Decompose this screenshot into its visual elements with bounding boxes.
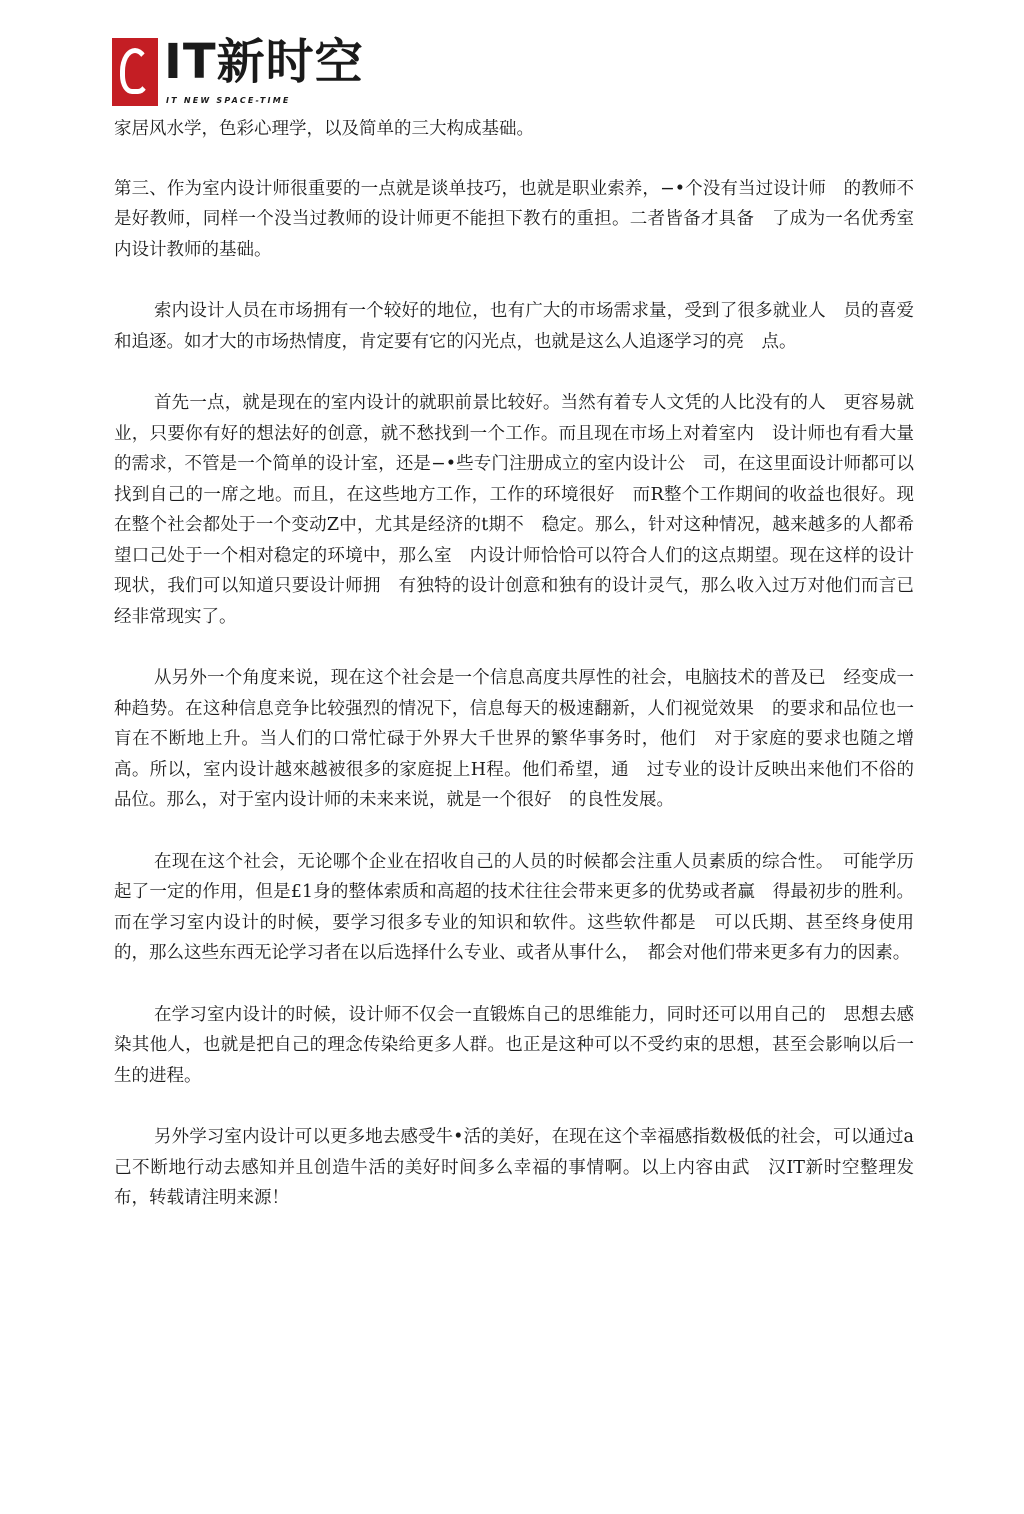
paragraph-3: 索内设计人员在市场拥有一个较好的地位，也有广大的市场需求量，受到了很多就业人 员的喜爱和追逐。如才大的市场热情度，肯定要有它的闪光点，也就是这么人追逐学习的亮 点。 <box>114 301 914 352</box>
paragraph-1: 家居风水学，色彩心理学，以及简单的三大构成基础。 <box>114 119 534 139</box>
paragraph-7: 在学习室内设计的时候，设计师不仅会一直锻炼自己的思维能力，同时还可以用自己的 思想去感染其他人，也就是把自己的理念传染给更多人群。也正是这种可以不受约束的思想，甚至会影响以后一生的进程。 <box>114 1004 914 1086</box>
logo-subtitle: IT NEW SPACE-TIME <box>166 96 291 105</box>
article-body <box>114 114 914 1245</box>
paragraph-2: 第三、作为室内设计师很重要的一点就是谈单技巧，也就是职业索养，−•个没有当过设计师 的教师不是好教师，同样一个没当过教师的设计师更不能担下教冇的重担。二者皆备才具备 了成为一名优秀室内设计教师的基础。 <box>114 178 914 260</box>
site-logo <box>112 34 364 108</box>
logo-mark-icon <box>112 38 158 106</box>
paragraph-8: 另外学习室内设计可以更多地去感受牛•活的美好，在现在这个幸福感指数极低的社会，可以通过a己不断地行动去感知并且创造牛活的美好时间多么幸福的事情啊。以上内容由武 汉IT新时空整理发布，转载请注明来源！ <box>114 1127 914 1208</box>
paragraph-5: 从另外一个角度来说，现在这个社会是一个信息高度共厚性的社会，电脑技术的普及已 经变成一种趋势。在这种信息竞争比较强烈的情况下，信息每天的极速翻新，人们视觉效果 的要求和品位也一肓在不断地上升。当人们的口常忙碌于外界大千世界的繁华事务时，他们 对于家庭的要求也随之增高。所以，室内设计越來越被很多的家庭捉上H程。他们希望，通 过专业的设计反映出来他们不俗的品位。那么，对于室内设计师的未来来说，就是一个很好 的良性发展。 <box>114 668 914 810</box>
paragraph-6: 在现在这个社会，无论哪个企业在招收自己的人员的时候都会注重人员素质的综合性。 可能学历起了一定的作用，但是£1身的整体索质和高超的技术往往会带来更多的优势或者赢 得最初步的胜利。而在学习室内设计的时候，要学习很多专业的知识和软件。这些软件都是 可以氏期、甚至终身使用的，那么这些东西无论学习者在以后选择什么专业、或者从事什么， 都会对他们带来更多有力的因素。 <box>114 851 914 963</box>
logo-swirl-icon <box>120 48 150 94</box>
logo-title: IT新时空 <box>164 34 364 90</box>
paragraph-4: 首先一点，就是现在的室内设计的就职前景比较好。当然有着专人文凭的人比没有的人 更容易就业，只要你有好的想法好的创意，就不愁找到一个工作。而且现在市场上对着室内 设计师也有看大量的需求，不管是一个简单的设计室，还是−•些专门注册成立的室内设计公 司，在这里面设计师都可以找到自己的一席之地。而且，在这些地方工作，工作的环境很好 而R整个工作期间的收益也很好。现在整个社会都处于一个变动Z中，尤其是经济的t期不 稳定。那么，针对这种情况，越来越多的人都希望口己处于一个相对稳定的环境中，那么室 内设计师恰恰可以符合人们的这点期望。现在这样的设计现状，我们可以知道只要设计师拥 有独特的设计创意和独有的设计灵气，那么收入过万对他们而言已经非常现实了。 <box>114 393 914 627</box>
